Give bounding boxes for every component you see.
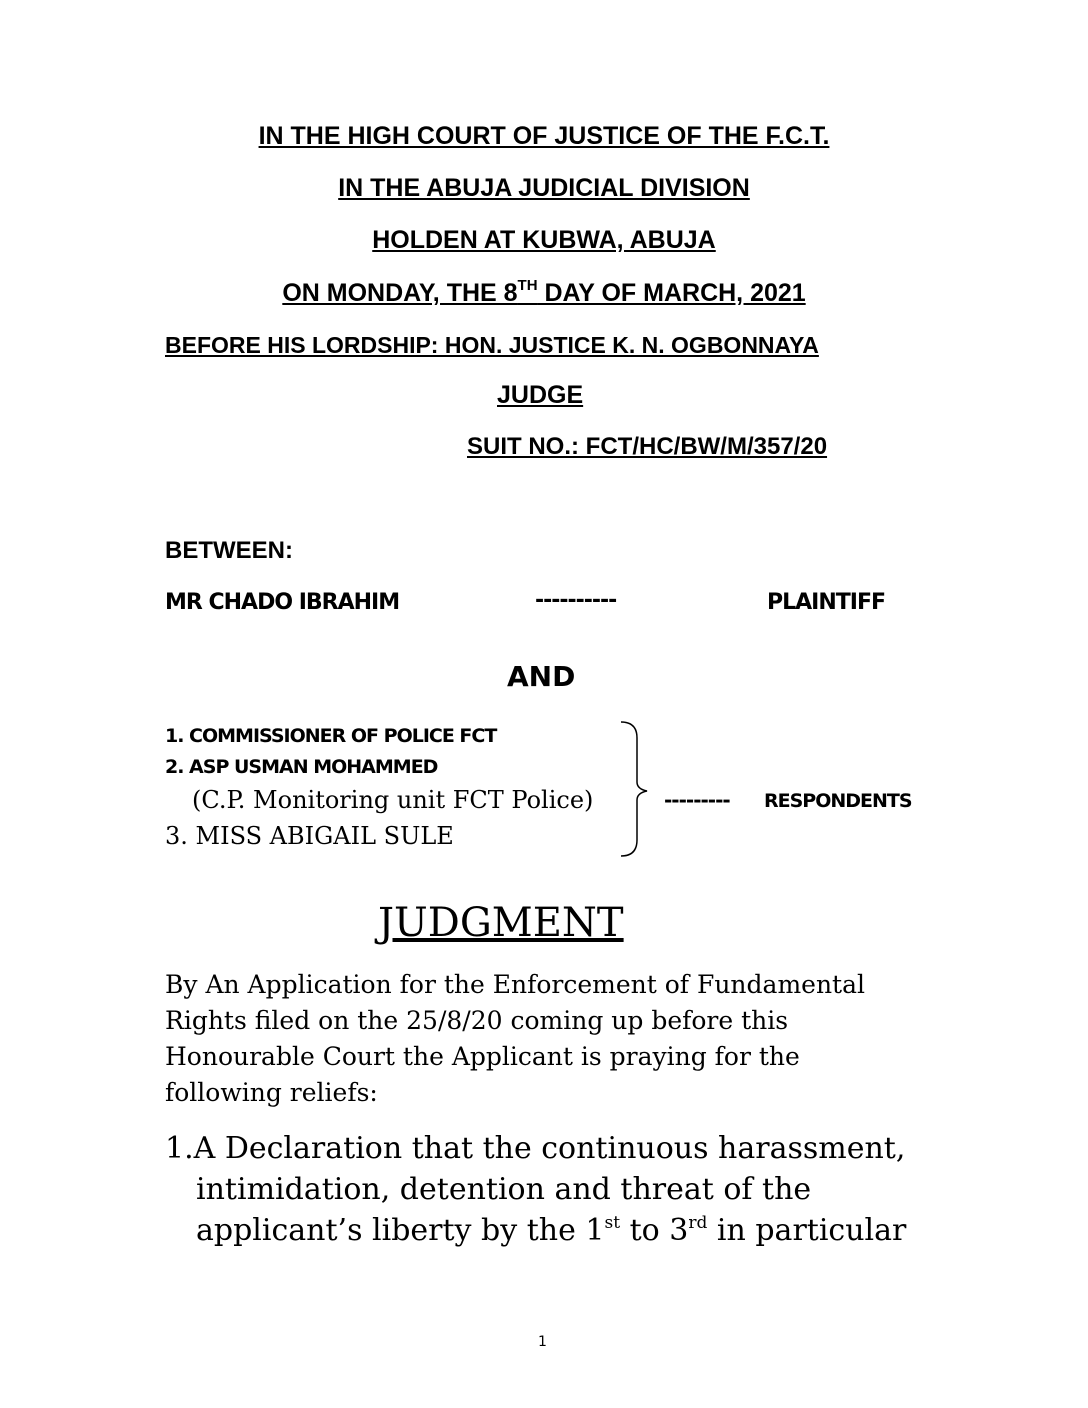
intro-paragraph xyxy=(165,967,905,1111)
judicial-division: IN THE ABUJA JUDICIAL DIVISION xyxy=(338,174,750,202)
judgment-title: JUDGMENT xyxy=(378,900,624,946)
relief-text: in particular xyxy=(707,1213,907,1248)
date-text: ON MONDAY, THE 8 xyxy=(282,279,518,307)
relief-line: intimidation, detention and threat of the xyxy=(196,1172,812,1207)
relief-superscript: st xyxy=(604,1213,621,1233)
and-label: AND xyxy=(507,660,576,693)
intro-line: By An Application for the Enforcement of Fundamental xyxy=(165,970,865,999)
date-text-suffix: DAY OF MARCH, 2021 xyxy=(537,279,806,307)
plaintiff-role: PLAINTIFF xyxy=(767,590,886,615)
relief-line: 1.A Declaration that the continuous harassment, xyxy=(165,1131,906,1166)
respondent-2-unit: (C.P. Monitoring unit FCT Police) xyxy=(192,786,594,814)
holden-at: HOLDEN AT KUBWA, ABUJA xyxy=(372,226,716,254)
relief-1 xyxy=(165,1128,906,1251)
intro-line: Rights filed on the 25/8/20 coming up before this xyxy=(165,1006,789,1035)
between-label: BETWEEN: xyxy=(165,537,293,564)
court-name: IN THE HIGH COURT OF JUSTICE OF THE F.C.T. xyxy=(258,122,830,150)
plaintiff-name: MR CHADO IBRAHIM xyxy=(165,590,400,615)
relief-text: to 3 xyxy=(620,1213,689,1248)
suit-number: SUIT NO.: FCT/HC/BW/M/357/20 xyxy=(467,433,828,460)
intro-line: Honourable Court the Applicant is praying for the xyxy=(165,1042,800,1071)
judge-label: JUDGE xyxy=(497,381,584,409)
respondent-1: 1. COMMISSIONER OF POLICE FCT xyxy=(165,725,497,747)
respondents-dashes: --------- xyxy=(664,788,730,812)
respondent-2: 2. ASP USMAN MOHAMMED xyxy=(165,756,438,778)
respondents-brace xyxy=(615,718,655,860)
intro-line: following reliefs: xyxy=(165,1078,378,1107)
date-superscript: TH xyxy=(517,277,538,294)
relief-text: applicant’s liberty by the 1 xyxy=(196,1213,605,1248)
page-number: 1 xyxy=(538,1334,547,1350)
relief-superscript: rd xyxy=(688,1213,708,1233)
respondent-3: 3. MISS ABIGAIL SULE xyxy=(165,822,454,850)
plaintiff-dashes: ---------- xyxy=(535,588,617,613)
before-lordship: BEFORE HIS LORDSHIP: HON. JUSTICE K. N. OGBONNAYA xyxy=(165,332,819,358)
hearing-date xyxy=(0,278,1088,308)
respondents-role: RESPONDENTS xyxy=(764,790,912,812)
relief-line xyxy=(165,1210,906,1251)
